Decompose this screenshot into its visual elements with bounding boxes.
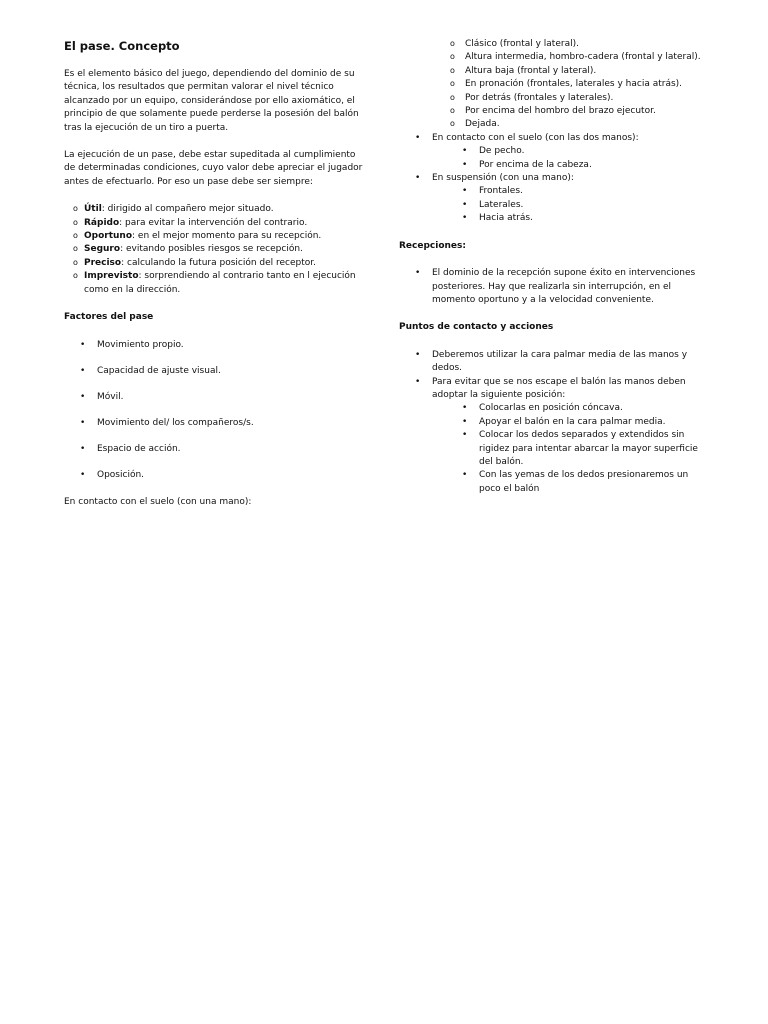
page-title: El pase. Concepto: [64, 39, 180, 53]
condition-term: Rápido: [84, 217, 120, 228]
factor-item: • Movimiento del/ los compañeros/s.: [64, 417, 369, 430]
pass-type-item: • Laterales.: [446, 199, 709, 212]
condition-text: : evitando posibles riesgos se recepción.: [120, 244, 303, 255]
factors-heading: Factores del pase: [64, 312, 154, 323]
contact-point-item: • Deberemos utilizar la cara palmar media de las manos y dedos.: [399, 349, 709, 376]
right-column: [399, 38, 709, 496]
pass-type-item: • De pecho.: [446, 145, 709, 158]
contact-point-item: [399, 376, 709, 497]
pass-type-item: o Altura intermedia, hombro-cadera (frontal y lateral).: [431, 51, 709, 64]
conditions-intro-paragraph: La ejecución de un pase, debe estar supeditada al cumplimiento de determinadas condiciones, cuyo valor debe apreciar el jugador antes de efectuarlo. Por eso un pase debe ser siempre:: [64, 150, 363, 187]
concept-paragraph: Es el elemento básico del juego, dependiendo del dominio de su técnica, los resultados que permitan valorar el nivel técnico alcanzado por un equipo, considerándose por ello axiomático, el principio de que solamente puede perderse la posesión del balón tras la ejecución de un tiro a puerta.: [64, 69, 359, 133]
condition-item: [64, 203, 369, 216]
left-column: [64, 38, 369, 523]
one-hand-contact-line: En contacto con el suelo (con una mano):: [64, 496, 252, 507]
contact-points-heading: Puntos de contacto y acciones: [399, 322, 554, 333]
pass-type-item: o Por detrás (frontales y laterales).: [431, 92, 709, 105]
condition-text: : dirigido al compañero mejor situado.: [101, 204, 274, 215]
pass-type-item: o Por encima del hombro del brazo ejecutor.: [431, 105, 709, 118]
two-hands-item: [399, 132, 709, 172]
condition-text: : sorprendiendo al contrario tanto en l ejecución como en la dirección.: [84, 271, 356, 295]
pass-type-item: • Frontales.: [446, 185, 709, 198]
suspension-item: [399, 172, 709, 226]
contact-points-list: [399, 349, 709, 496]
one-hand-pass-list: [431, 38, 709, 132]
pass-type-item: o Altura baja (frontal y lateral).: [431, 65, 709, 78]
contact-point-text: Para evitar que se nos escape el balón las manos deben adoptar la siguiente posición:: [432, 376, 686, 400]
hand-position-item: • Con las yemas de los dedos presionaremos un poco el balón: [446, 469, 709, 496]
condition-term: Imprevisto: [84, 271, 139, 282]
two-hands-sublist: [446, 145, 709, 172]
conditions-list: [64, 203, 369, 297]
condition-text: : en el mejor momento para su recepción.: [132, 231, 322, 242]
condition-item: [64, 243, 369, 256]
hand-position-item: • Colocarlas en posición cóncava.: [446, 402, 709, 415]
condition-text: : para evitar la intervención del contrario.: [119, 217, 308, 228]
pass-type-item: o Dejada.: [431, 118, 709, 131]
factors-list: [64, 339, 369, 482]
condition-item: [64, 230, 369, 243]
pass-type-item: • Por encima de la cabeza.: [446, 159, 709, 172]
two-hands-label: En contacto con el suelo (con las dos manos):: [432, 132, 639, 143]
condition-item: [64, 257, 369, 270]
hand-position-item: • Colocar los dedos separados y extendidos sin rigidez para intentar abarcar la mayor superficie del balón.: [446, 429, 709, 469]
condition-text: : calculando la futura posición del receptor.: [121, 257, 317, 268]
receptions-heading: Recepciones:: [399, 240, 466, 251]
receptions-list: [399, 267, 709, 307]
pass-type-item: o Clásico (frontal y lateral).: [431, 38, 709, 51]
contact-type-list: [399, 132, 709, 226]
pass-type-item: o En pronación (frontales, laterales y hacia atrás).: [431, 78, 709, 91]
hand-position-item: • Apoyar el balón en la cara palmar media.: [446, 416, 709, 429]
factor-item: • Espacio de acción.: [64, 443, 369, 456]
hand-position-sublist: [446, 402, 709, 496]
condition-item: [64, 217, 369, 230]
pass-type-item: • Hacia atrás.: [446, 212, 709, 225]
factor-item: • Móvil.: [64, 391, 369, 404]
factor-item: • Movimiento propio.: [64, 339, 369, 352]
condition-term: Seguro: [84, 244, 121, 255]
reception-item: • El dominio de la recepción supone éxito en intervenciones posteriores. Hay que realizarla sin interrupción, en el momento oportuno y a la velocidad conveniente.: [399, 267, 709, 307]
condition-term: Preciso: [84, 257, 122, 268]
suspension-label: En suspensión (con una mano):: [432, 173, 574, 184]
condition-term: Oportuno: [84, 231, 133, 242]
factor-item: • Capacidad de ajuste visual.: [64, 365, 369, 378]
factor-item: • Oposición.: [64, 469, 369, 482]
condition-item: [64, 270, 369, 297]
condition-term: Útil: [84, 204, 102, 215]
suspension-sublist: [446, 185, 709, 225]
